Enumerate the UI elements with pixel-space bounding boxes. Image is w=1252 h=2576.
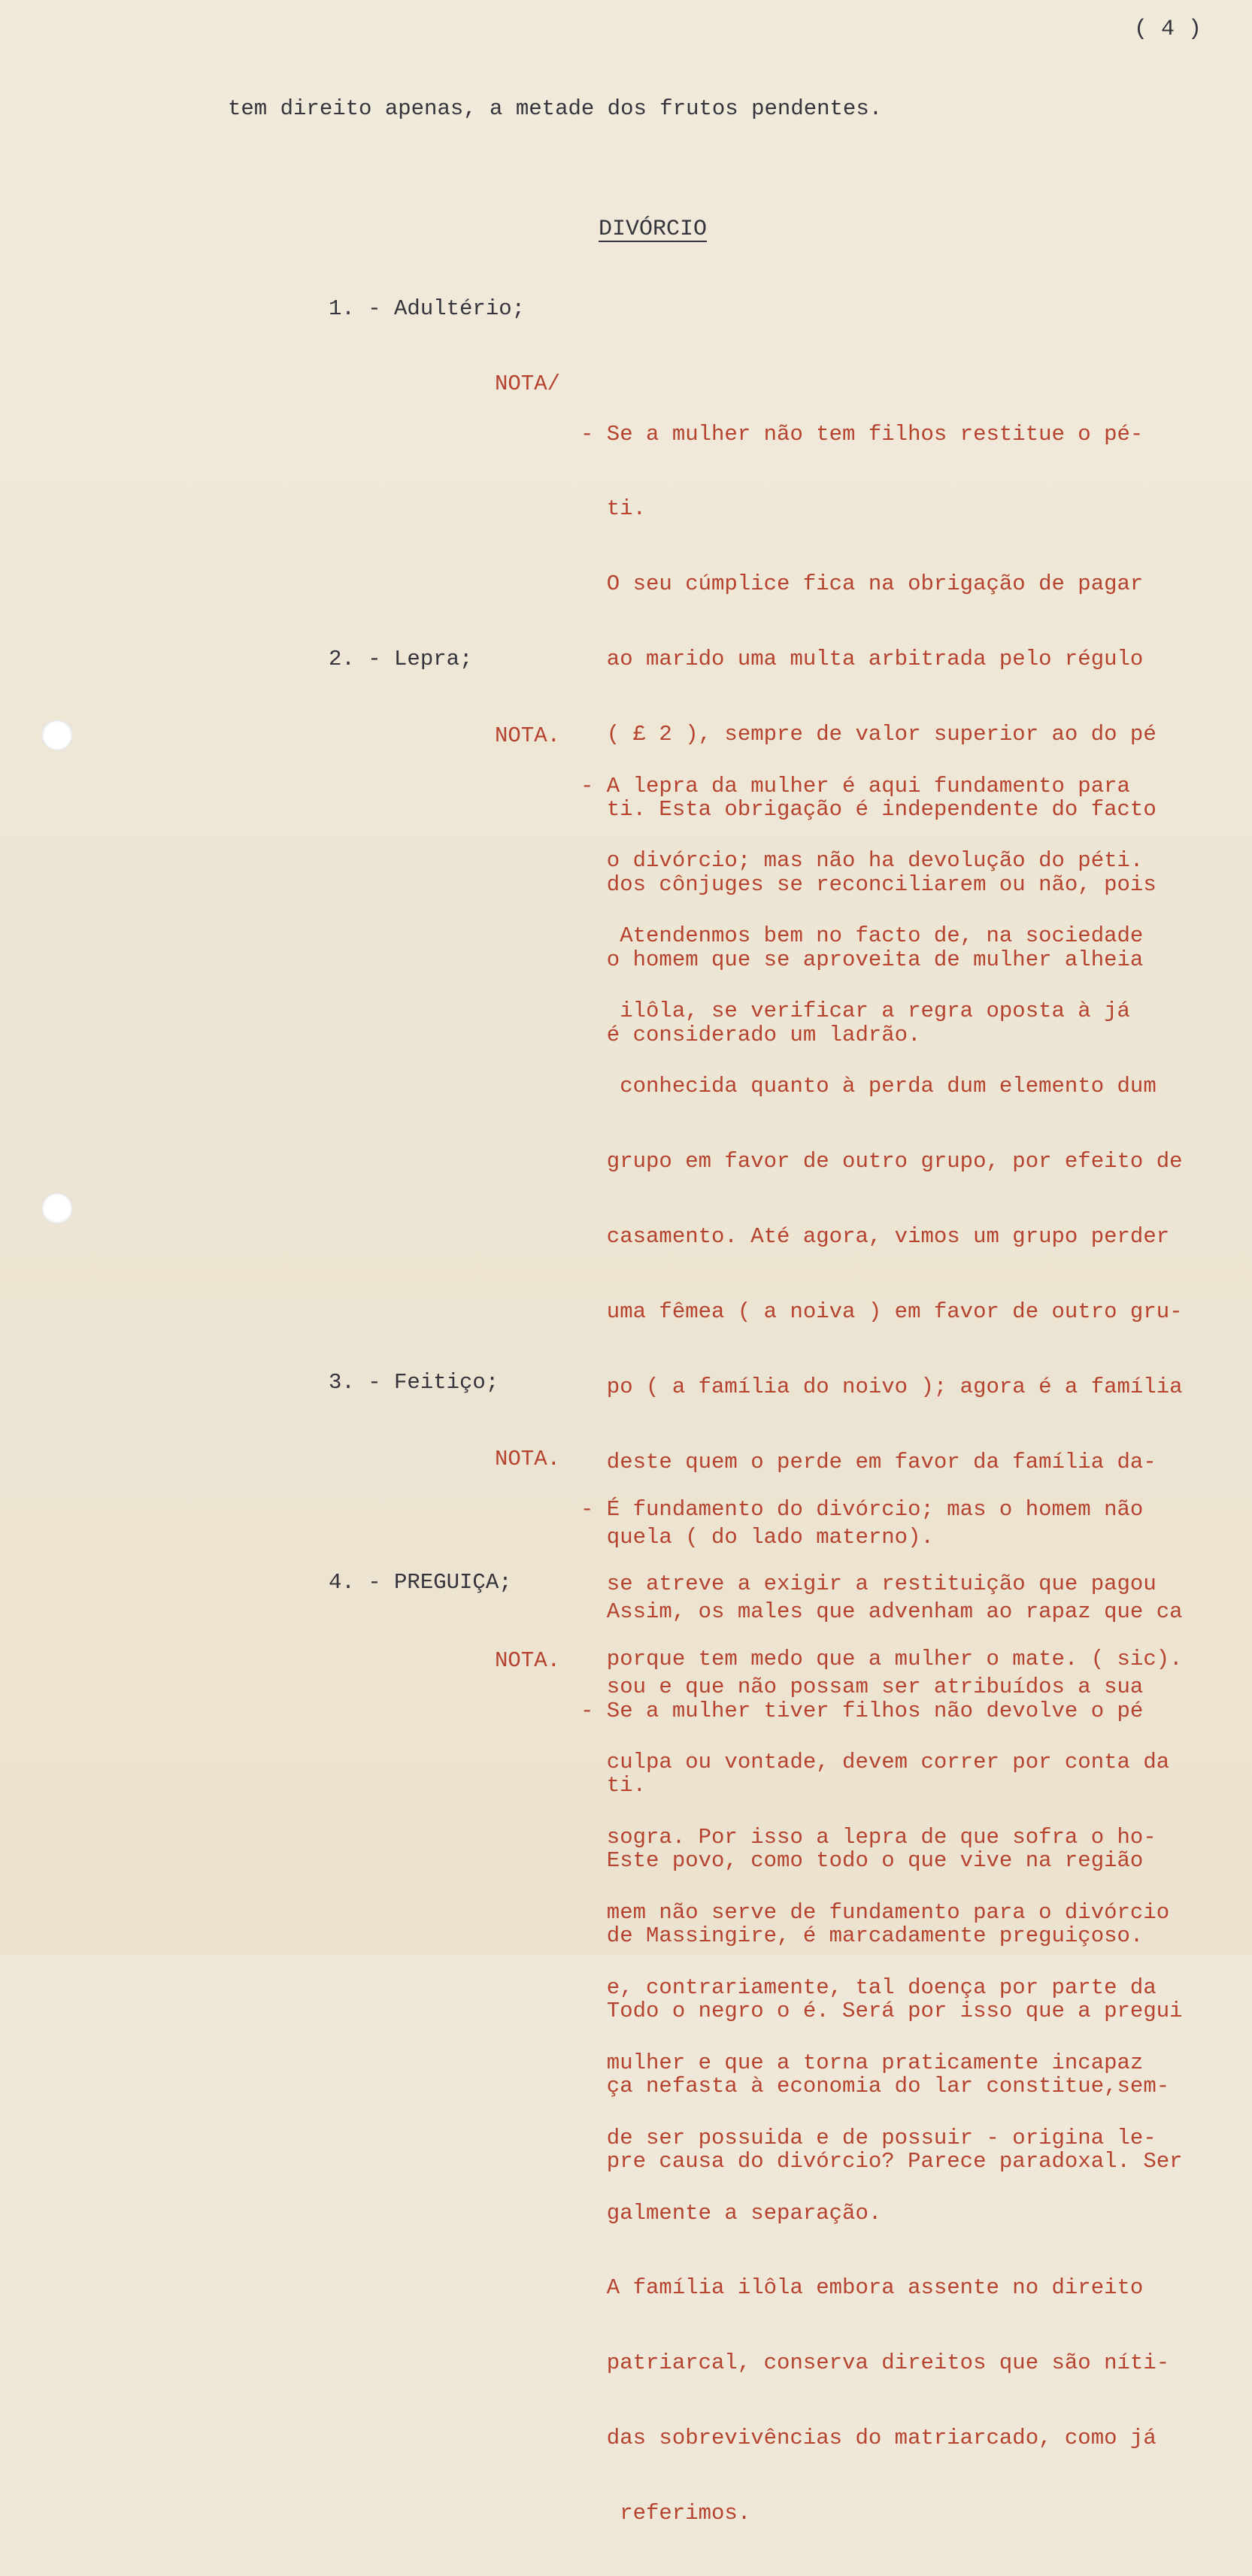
- note-2-line: patriarcal, conserva direitos que são níti-: [581, 2350, 1170, 2376]
- note-2-line: sogra. Por isso a lepra de que sofra o ho-: [581, 1825, 1157, 1850]
- note-2-line: po ( a família do noivo ); agora é a família: [581, 1374, 1183, 1399]
- note-2-line: culpa ou vontade, devem correr por conta da: [581, 1750, 1170, 1775]
- note-2-line: conhecida quanto à perda dum elemento dum: [581, 1074, 1157, 1099]
- punch-hole-lower: [41, 1193, 73, 1224]
- section-title: DIVÓRCIO: [599, 217, 708, 242]
- note-4-line: pre causa do divórcio? Parece paradoxal. Ser: [581, 2148, 1183, 2174]
- note-2-line: quela ( do lado materno).: [581, 1524, 934, 1550]
- note-1-line: dos cônjuges se reconciliarem ou não, pois: [581, 871, 1157, 897]
- note-4-line: Este povo, como todo o que vive na região: [581, 1848, 1144, 1874]
- punch-hole-upper: [41, 720, 73, 751]
- note-1-line: ti. Esta obrigação é independente do facto: [581, 797, 1157, 823]
- note-2-line: deste quem o perde em favor da família da-: [581, 1449, 1157, 1474]
- note-1-line: ao marido uma multa arbitrada pelo régulo: [581, 647, 1144, 672]
- intro-line: tem direito apenas, a metade dos frutos pendentes.: [228, 96, 883, 121]
- note-4-line: ça nefasta à economia do lar constitue,sem-: [581, 2074, 1170, 2099]
- note-3-line: porque tem medo que a mulher o mate. ( sic).: [581, 1647, 1183, 1672]
- note-1-line: O seu cúmplice fica na obrigação de pagar: [581, 571, 1144, 597]
- note-2-line: - A lepra da mulher é aqui fundamento para: [581, 773, 1130, 799]
- note-body-4: [581, 1648, 1183, 2224]
- note-2-line: mulher e que a torna praticamente incapaz: [581, 2050, 1144, 2075]
- note-3-line: - É fundamento do divórcio; mas o homem não: [581, 1496, 1144, 1522]
- item-heading-adulterio: 1. - Adultério;: [329, 296, 526, 321]
- note-2-line: referimos.: [581, 2501, 751, 2526]
- item-heading-feitico: 3. - Feitiço;: [329, 1370, 499, 1395]
- note-3-line: se atreve a exigir a restituição que pagou: [581, 1571, 1157, 1597]
- note-label-3: NOTA.: [495, 1447, 561, 1471]
- note-1-line: é considerado um ladrão.: [581, 1022, 921, 1047]
- note-2-line: casamento. Até agora, vimos um grupo perder: [581, 1223, 1170, 1249]
- note-2-line: galmente a separação.: [581, 2200, 882, 2226]
- note-label-4: NOTA.: [495, 1648, 561, 1673]
- note-2-line: ilôla, se verificar a regra oposta à já: [581, 999, 1130, 1024]
- note-2-line: de ser possuida e de possuir - origina le-: [581, 2125, 1157, 2150]
- note-2-line: e, contrariamente, tal doença por parte da: [581, 1974, 1157, 2000]
- note-4-line: Todo o negro o é. Será por isso que a pregui: [581, 1999, 1183, 2024]
- note-1-line: - Se a mulher não tem filhos restitue o pé-: [581, 421, 1144, 447]
- note-label-1: NOTA/: [495, 371, 561, 396]
- item-heading-preguica: 4. - PREGUIÇA;: [329, 1570, 512, 1595]
- note-2-line: A família ilôla embora assente no direito: [581, 2275, 1144, 2301]
- note-4-line: de Massingire, é marcadamente preguiçoso.: [581, 1923, 1144, 1949]
- note-label-2: NOTA.: [495, 723, 561, 748]
- note-2-line: uma fêmea ( a noiva ) em favor de outro gru-: [581, 1299, 1183, 1324]
- note-4-line: ti.: [581, 1773, 647, 1799]
- note-2-line: sou e que não possam ser atribuídos a sua: [581, 1674, 1144, 1700]
- note-1-line: o homem que se aproveita de mulher alheia: [581, 947, 1144, 972]
- note-2-line: grupo em favor de outro grupo, por efeito de: [581, 1149, 1183, 1174]
- note-4-line: - Se a mulher tiver filhos não devolve o pé: [581, 1698, 1144, 1723]
- note-2-line: das sobrevivências do matriarcado, como já: [581, 2426, 1157, 2451]
- note-1-line: ( £ 2 ), sempre de valor superior ao do pé: [581, 722, 1157, 747]
- note-2-line: Assim, os males que advenham ao rapaz que ca: [581, 1599, 1183, 1625]
- note-2-line: mem não serve de fundamento para o divórcio: [581, 1899, 1170, 1925]
- note-2-line: o divórcio; mas não ha devolução do péti.: [581, 848, 1144, 874]
- note-1-line: ti.: [581, 496, 647, 522]
- note-2-line: Atendenmos bem no facto de, na sociedade: [581, 923, 1144, 949]
- item-heading-lepra: 2. - Lepra;: [329, 647, 473, 671]
- page-number: ( 4 ): [1134, 17, 1202, 42]
